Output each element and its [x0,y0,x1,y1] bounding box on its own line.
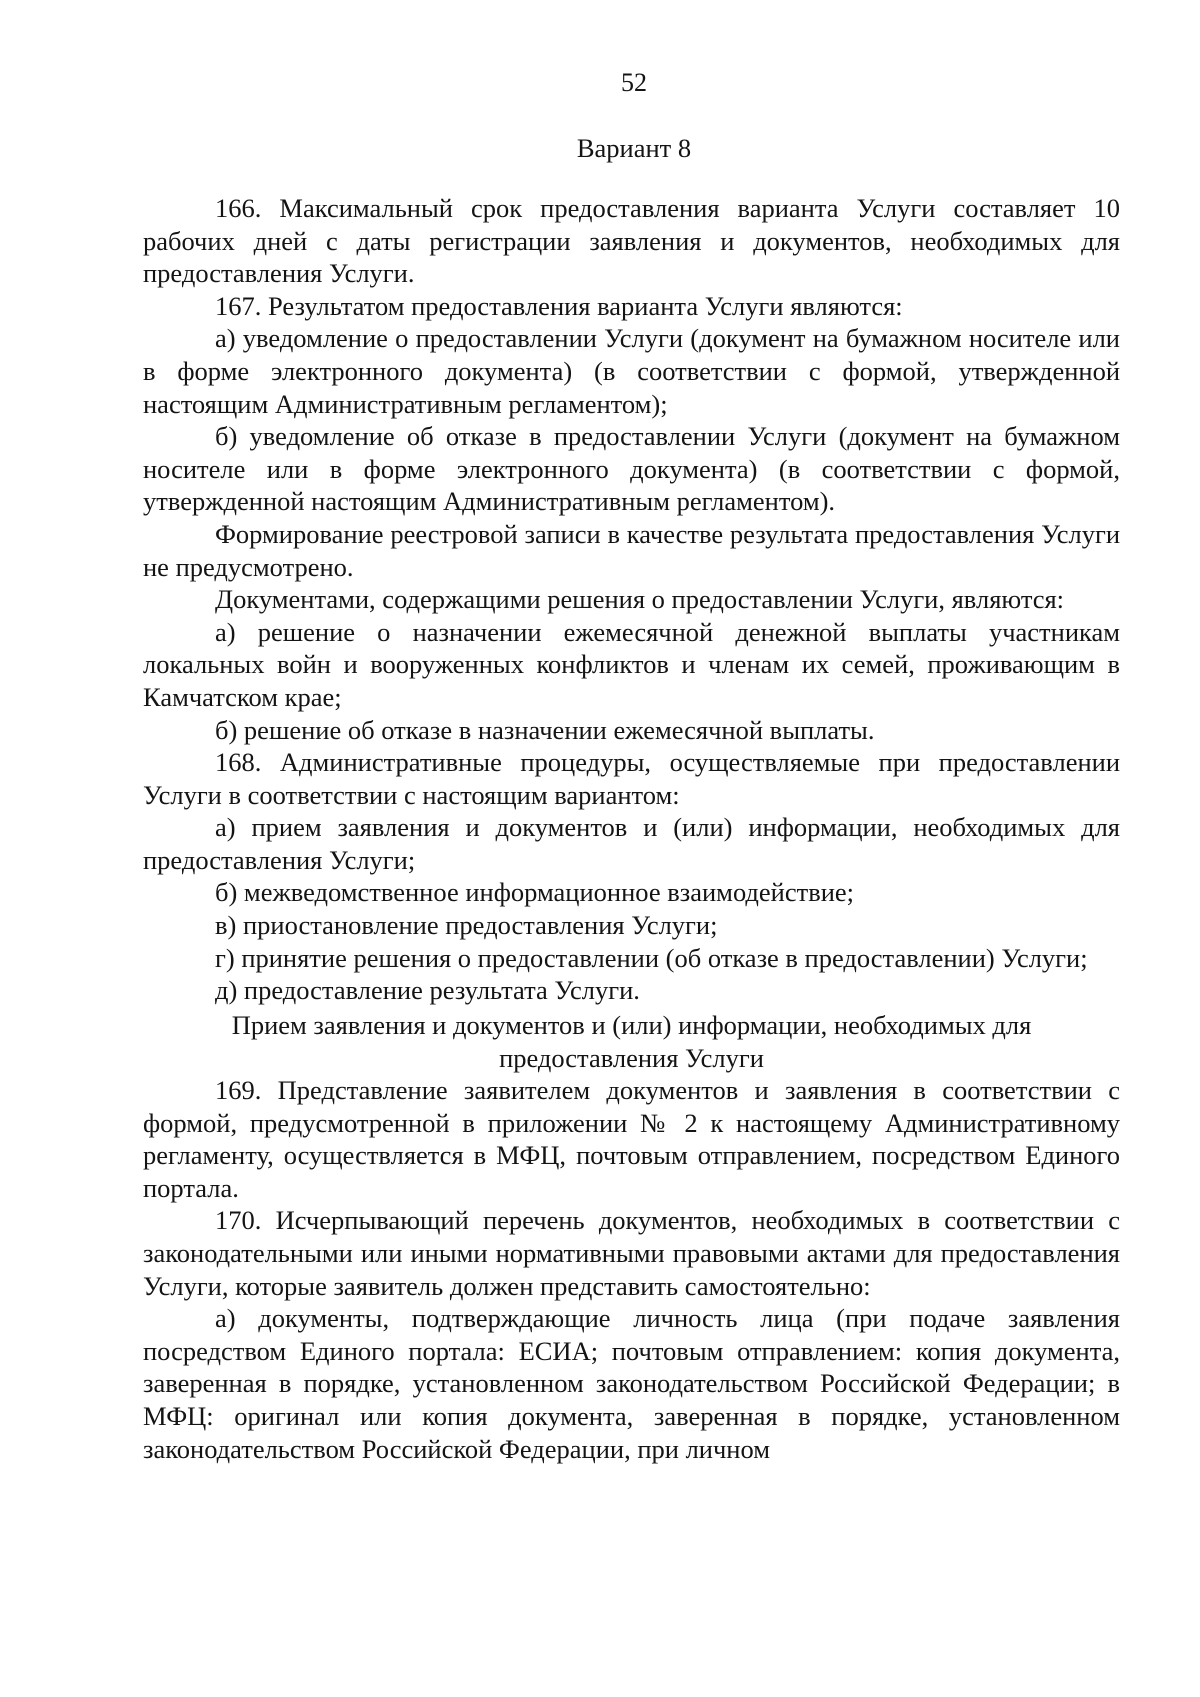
paragraph-168-b: б) межведомственное информационное взаимодействие; [215,877,855,908]
paragraph-decision-a: а) решение о назначении ежемесячной денежной выплаты участникам локальных войн и вооруженных конфликтов и членам их семей, проживающим в Камчатском крае; [143,616,1120,712]
section-heading [143,1009,1120,1075]
paragraph-168-a: а) прием заявления и документов и (или) информации, необходимых для предоставления Услуги; [143,812,1120,875]
paragraph-registry: Формирование реестровой записи в качестве результата предоставления Услуги не предусмотрено. [143,518,1120,582]
body-text-top [143,192,1120,1007]
section-heading-line-1: Прием заявления и документов и (или) информации, необходимых для [231,1010,1032,1040]
page-number: 52 [621,68,647,97]
paragraph-167-b: б) уведомление об отказе в предоставлении Услуги (документ на бумажном носителе или в форме электронного документа) (в соответствии с формой, утвержденной настоящим Административным регламентом). [143,421,1120,517]
variant-heading: Вариант 8 [576,133,692,163]
section-heading-line-2: предоставления Услуги [499,1043,764,1073]
paragraph-168-v: в) приостановление предоставления Услуги; [215,910,718,941]
paragraph-170-a: а) документы, подтверждающие личность лица (при подаче заявления посредством Единого портала: ЕСИА; почтовым отправлением: копия документа, заверенная в порядке, установленном законодательством Российской Федерации; в МФЦ: оригинал или копия документа, заверенная в порядке, установленном законодательством Российской Федерации, при личном [143,1303,1120,1464]
body-text-bottom [143,1074,1120,1465]
paragraph-170: 170. Исчерпывающий перечень документов, необходимых в соответствии с законодательными или иными нормативными правовыми актами для предоставления Услуги, которые заявитель должен представить самостоятельно: [143,1205,1120,1301]
paragraph-167-a: а) уведомление о предоставлении Услуги (документ на бумажном носителе или в форме электронного документа) (в соответствии с формой, утвержденной настоящим Административным регламентом); [143,323,1120,419]
paragraph-168-g: г) принятие решения о предоставлении (об отказе в предоставлении) Услуги; [215,942,1088,973]
paragraph-166: 166. Максимальный срок предоставления варианта Услуги составляет 10 рабочих дней с даты регистрации заявления и документов, необходимых для предоставления Услуги. [143,193,1120,289]
paragraph-169: 169. Представление заявителем документов и заявления в соответствии с формой, предусмотренной в приложении № 2 к настоящему Административному регламенту, осуществляется в МФЦ, почтовым отправлением, посредством Единого портала. [143,1075,1120,1203]
paragraph-167: 167. Результатом предоставления варианта Услуги являются: [215,290,903,321]
paragraph-168-d: д) предоставление результата Услуги. [215,975,640,1006]
paragraph-decision-b: б) решение об отказе в назначении ежемесячной выплаты. [215,714,875,745]
paragraph-168: 168. Административные процедуры, осуществляемые при предоставлении Услуги в соответствии с настоящим вариантом: [143,747,1120,810]
paragraph-decision-docs: Документами, содержащими решения о предоставлении Услуги, являются: [215,584,1065,615]
